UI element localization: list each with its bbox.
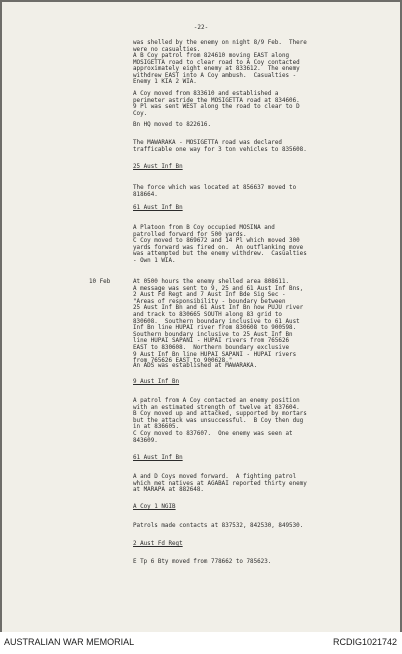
text-line: Bn HQ moved to 822616. [133, 122, 212, 128]
text-line: approximately eight enemy at 833612. The enemy [133, 66, 300, 73]
text-line: The force which was located at 856637 moved to [133, 185, 297, 191]
text-line: was shelled by the enemy on night 8/9 Feb. There [133, 40, 307, 46]
text-line: The MAWARAKA - MOSIGETTA road was declared [133, 140, 282, 146]
text-paragraph [133, 122, 211, 129]
text-line: 830608. Southern boundary inclusive to 61 Aust [133, 318, 300, 325]
text-line: withdrew EAST into A Coy ambush. Casualties - [133, 72, 297, 79]
text-line: which met natives at AGABAI reported thirty enemy [133, 480, 307, 487]
text-paragraph [133, 398, 307, 444]
text-line: A Coy 1 NGIB [133, 504, 176, 510]
text-line: yards forward was fired on. An outflanking move [133, 244, 304, 251]
text-line: 25 Aust Inf Bn [133, 164, 183, 170]
text-line: An ADS was established at MAWARAKA. [133, 363, 258, 369]
text-line: patrolled forward for 500 yards. [133, 231, 247, 238]
text-line: 843609. [133, 437, 158, 444]
text-line: Coy. [133, 110, 148, 117]
text-line: Enemy 1 KIA 2 WIA. [133, 79, 197, 86]
text-line: A message was sent to 9, 25 and 61 Aust Inf Bns, [133, 285, 304, 292]
text-paragraph [133, 53, 300, 86]
text-line: at MARAPA at 882648. [133, 487, 204, 494]
text-line: Patrols made contacts at 837532, 842530, 849530. [133, 523, 304, 529]
text-line: from 765626 EAST to 900628." [133, 358, 233, 365]
archive-footer [0, 632, 402, 654]
text-line: in at 836605. [133, 424, 180, 431]
date-label: 10 Feb [89, 279, 111, 285]
text-paragraph [133, 523, 303, 530]
text-line: A Coy moved from 833610 and established a [133, 91, 279, 97]
text-line: 9 Pl was sent WEST along the road to clear to D [133, 104, 300, 111]
text-line: A and D Coys moved forward. A fighting patrol [133, 474, 297, 480]
text-line: At 0500 hours the enemy shelled area 808611. [133, 279, 290, 285]
text-line: C Coy moved to 869672 and 14 Pl which moved 300 [133, 238, 300, 245]
text-line: - Own 1 WIA. [133, 257, 176, 264]
text-line: A patrol from A Coy contacted an enemy position [133, 398, 300, 404]
text-line: with an estimated strength of twelve at 837604. [133, 404, 300, 411]
section-heading [133, 504, 176, 511]
text-line: 2 Aust Fd Regt and 7 Aust Inf Bde Sig Sec - [133, 292, 286, 299]
text-paragraph [133, 279, 303, 365]
text-line: A Platoon from B Coy occupied MOSINA and [133, 225, 275, 231]
text-paragraph [133, 559, 271, 566]
section-heading [133, 164, 183, 171]
text-line: Inf Bn line HUPAI river from 830608 to 900598. [133, 325, 297, 332]
text-line: 2 Aust Fd Regt [133, 541, 183, 547]
text-line: perimeter astride the MOSIGETTA road at 834606. [133, 97, 300, 104]
text-line: 9 Aust Inf Bn line HUPAI SAPANI - HUPAI rivers [133, 351, 297, 358]
section-heading [133, 379, 179, 386]
text-line: Southern boundary inclusive to 25 Aust Inf Bn [133, 331, 293, 338]
text-line: and track to 830665 SOUTH along 83 grid to [133, 311, 282, 318]
text-line: 61 Aust Inf Bn [133, 205, 183, 211]
archive-name: AUSTRALIAN WAR MEMORIAL [4, 637, 135, 647]
text-paragraph [133, 474, 307, 494]
text-paragraph [133, 40, 307, 53]
text-line: MOSIGETTA road to clear road to A Coy contacted [133, 59, 300, 66]
page-number: -22- [193, 24, 209, 31]
text-line: "Areas of responsibility - boundary between [133, 298, 286, 305]
section-heading [133, 205, 183, 212]
text-line: were no casualties. [133, 46, 201, 53]
document-page [2, 2, 400, 632]
text-paragraph [133, 225, 307, 265]
section-heading [133, 541, 183, 548]
text-line: 25 Aust Inf Bn and 61 Aust Inf Bn now PUJU river [133, 305, 304, 312]
text-line: trafficable one way for 3 ton vehicles to 835608. [133, 146, 307, 153]
text-paragraph [133, 91, 300, 117]
text-paragraph [133, 140, 307, 153]
text-line: was attempted but the enemy withdrew. Casualties [133, 251, 307, 258]
text-paragraph [133, 363, 257, 370]
text-line: 61 Aust Inf Bn [133, 455, 183, 461]
text-line: EAST to 830608. Northern boundary exclusive [133, 344, 290, 351]
section-heading [133, 455, 183, 462]
text-line: 9 Aust Inf Bn [133, 379, 180, 385]
record-id: RCDIG1021742 [332, 637, 397, 647]
text-line: C Coy moved to 837607. One enemy was seen at [133, 430, 293, 437]
text-line: 818664. [133, 191, 158, 198]
text-paragraph [133, 185, 296, 198]
text-line: A B Coy patrol from 824610 moving EAST along [133, 53, 290, 59]
text-line: B Coy moved up and attacked, supported by mortars [133, 411, 307, 418]
text-line: but the attack was unsuccessful. B Coy then dug [133, 417, 304, 424]
text-line: E Tp 6 Bty moved from 778662 to 785623. [133, 559, 272, 565]
text-line: line HUPAI SAPANI - HUPAI rivers from 765626 [133, 338, 290, 345]
